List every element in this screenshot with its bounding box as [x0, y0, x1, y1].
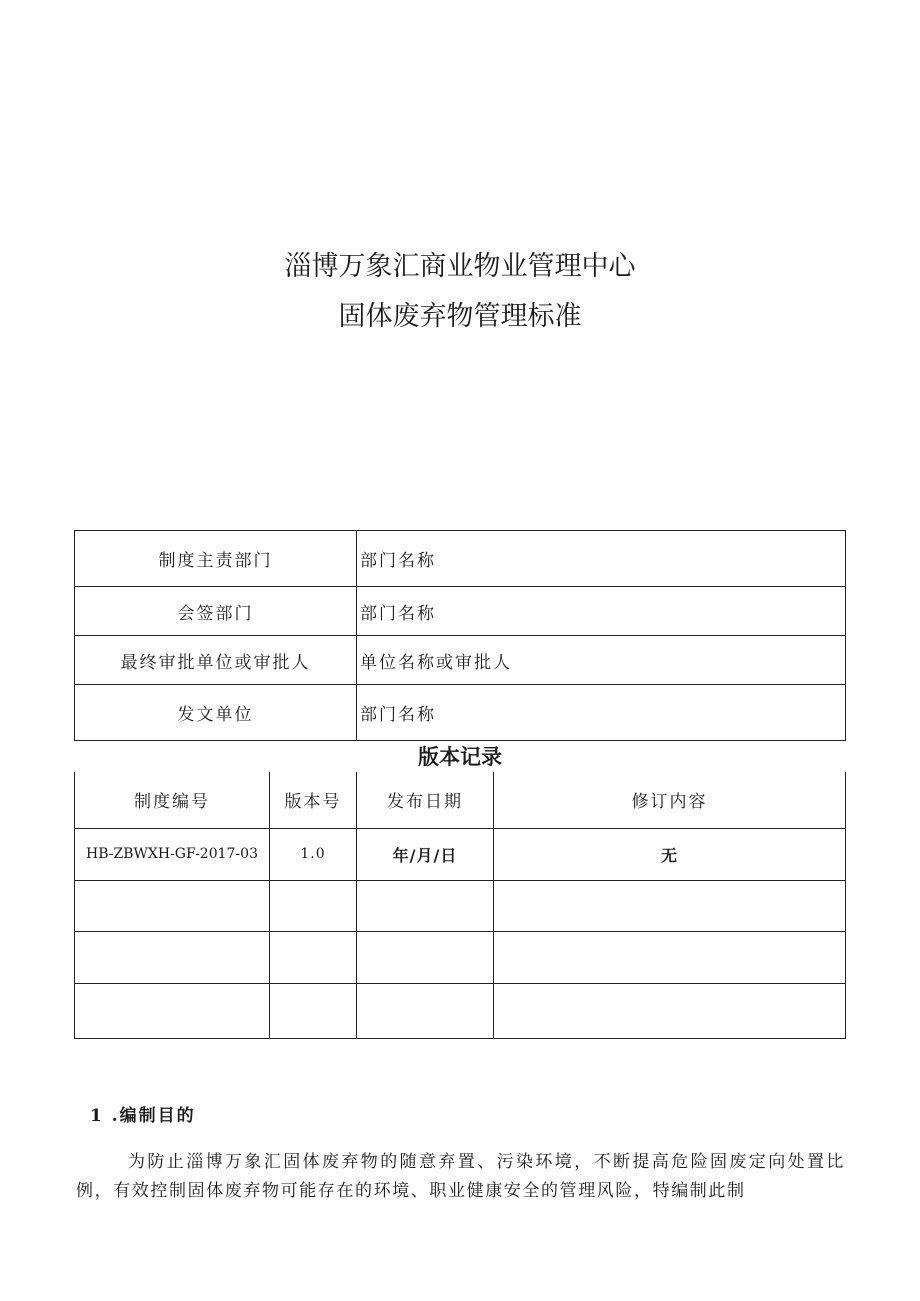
- doc-code-cell: [75, 983, 270, 1038]
- table-row: [75, 880, 846, 931]
- version-no-cell: [270, 983, 357, 1038]
- info-label: 最终审批单位或审批人: [75, 636, 357, 685]
- release-date-cell: 年/月/日: [357, 828, 494, 880]
- release-date-cell: [357, 983, 494, 1038]
- version-record-table: [74, 772, 846, 1039]
- doc-code-cell: [75, 931, 270, 983]
- info-row-countersign-dept: [75, 587, 846, 636]
- release-date-cell: [357, 880, 494, 931]
- table-row: [75, 931, 846, 983]
- info-row-final-approver: [75, 636, 846, 685]
- document-subtitle: 固体废弃物管理标准: [338, 301, 582, 332]
- info-value: 部门名称: [357, 587, 846, 636]
- version-no-cell: [270, 931, 357, 983]
- revision-content-cell: [494, 983, 846, 1038]
- version-record-caption: 版本记录: [418, 744, 502, 769]
- header-release-date: 发布日期: [357, 772, 494, 828]
- revision-content-cell: [494, 880, 846, 931]
- doc-code-cell: [75, 880, 270, 931]
- release-date-cell: [357, 931, 494, 983]
- revision-content-cell: 无: [494, 828, 846, 880]
- table-row: [75, 828, 846, 880]
- info-label: 发文单位: [75, 685, 357, 741]
- info-label: 会签部门: [75, 587, 357, 636]
- revision-content-cell: [494, 931, 846, 983]
- table-row: [75, 983, 846, 1038]
- info-label: 制度主责部门: [75, 531, 357, 587]
- header-doc-code: 制度编号: [75, 772, 270, 828]
- version-header-row: [75, 772, 846, 828]
- document-title: 淄博万象汇商业物业管理中心: [284, 251, 636, 282]
- version-no-cell: [270, 880, 357, 931]
- info-row-issuing-unit: [75, 685, 846, 741]
- info-value: 部门名称: [357, 685, 846, 741]
- doc-code-cell: HB-ZBWXH-GF-2017-03: [75, 828, 270, 880]
- section-paragraph: 为防止淄博万象汇固体废弃物的随意弃置、污染环境，不断提高危险固废定向处置比例，有效控制固体废弃物可能存在的环境、职业健康安全的管理风险，特编制此制: [76, 1152, 845, 1201]
- section-heading-purpose: 1 .编制目的: [90, 1106, 196, 1126]
- header-revision-content: 修订内容: [494, 772, 846, 828]
- header-version-no: 版本号: [270, 772, 357, 828]
- version-no-cell: 1.0: [270, 828, 357, 880]
- info-value: 单位名称或审批人: [357, 636, 846, 685]
- info-value: 部门名称: [357, 531, 846, 587]
- info-table: [74, 530, 846, 741]
- info-row-responsible-dept: [75, 531, 846, 587]
